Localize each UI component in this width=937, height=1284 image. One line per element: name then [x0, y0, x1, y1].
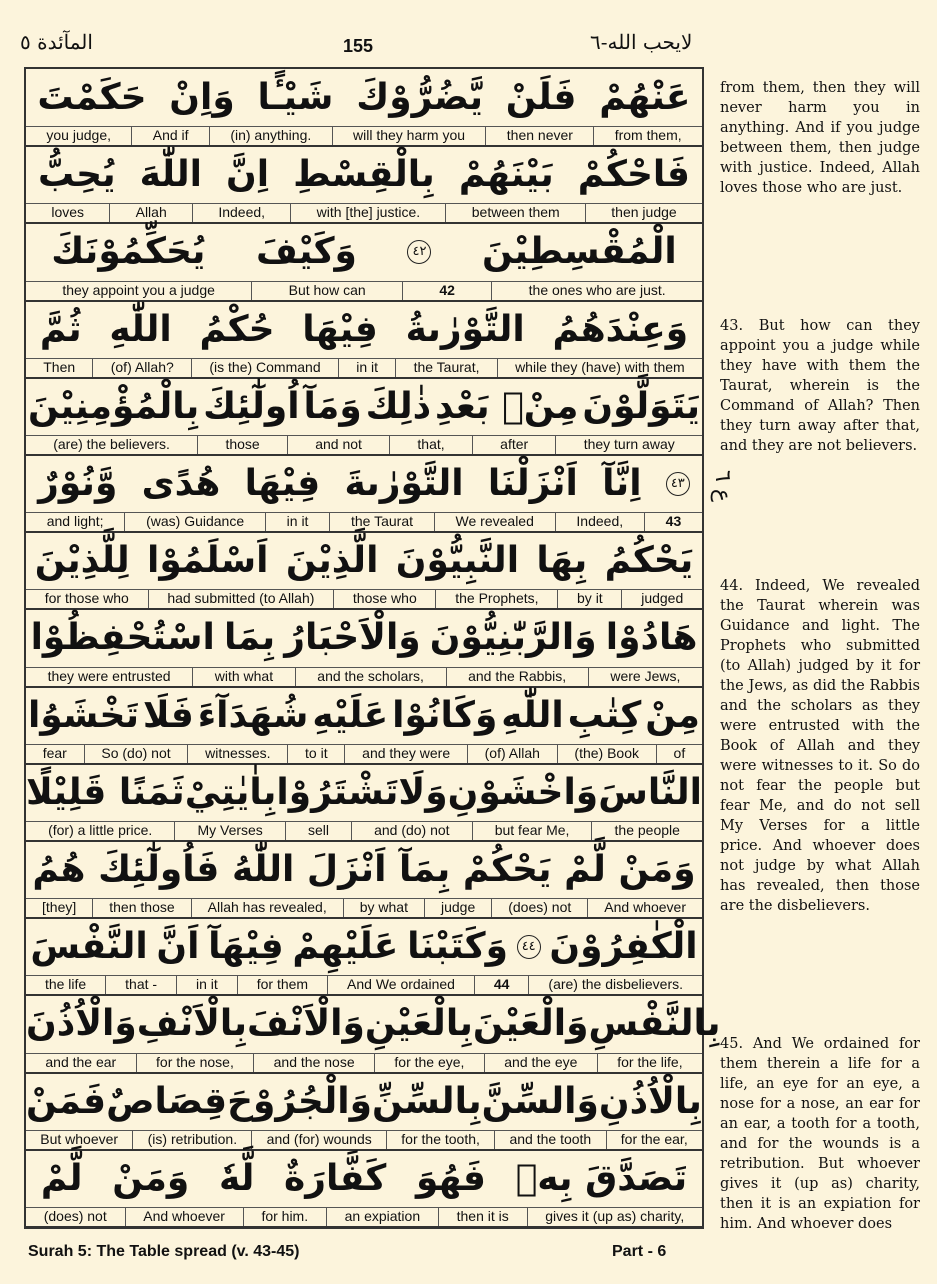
- arabic-line: [26, 841, 702, 899]
- arabic-word: فَاحْكُمْ: [577, 154, 690, 196]
- surah-name-arabic: المآئدة ٥: [20, 30, 93, 54]
- arabic-word: كَفَّارَةٌ: [284, 1157, 387, 1199]
- verse-number-marker: ٤٤: [517, 935, 541, 959]
- word-translation: (of) Allah: [467, 744, 557, 763]
- arabic-word: ذٰلِكَ: [365, 385, 432, 427]
- word-translation: the people: [591, 821, 702, 840]
- word-translation: in it: [176, 975, 237, 994]
- arabic-line: [26, 532, 702, 590]
- arabic-word: بِالْاَنْفِ: [136, 1003, 247, 1045]
- word-translation: with [the] justice.: [290, 203, 445, 222]
- word-translation: then those: [92, 898, 190, 917]
- arabic-word: وَمَآ: [303, 385, 362, 427]
- word-translation: then judge: [585, 203, 702, 222]
- arabic-word: وَالْعَيْنَ: [472, 1003, 589, 1045]
- arabic-word: فَمَنْ: [26, 1080, 107, 1122]
- arabic-line: [26, 609, 702, 667]
- arabic-word: وَالْجُرُوْحَ: [227, 1080, 373, 1122]
- arabic-word: بِهَا: [536, 540, 588, 582]
- verse-row: [26, 532, 702, 609]
- arabic-word: حُكْمُ: [199, 308, 275, 350]
- word-translation: by it: [557, 589, 621, 608]
- arabic-word: فِيْهَآ: [208, 926, 284, 968]
- translation-line: [26, 1207, 702, 1228]
- word-translation: judge: [424, 898, 491, 917]
- word-translation: for the tooth,: [386, 1130, 494, 1149]
- arabic-word: النَّبِيُّوْنَ: [395, 540, 520, 582]
- arabic-word: لَّمْ: [40, 1157, 83, 1199]
- word-translation: by what: [343, 898, 424, 917]
- arabic-word: وَالْاُذُنَ: [26, 1003, 137, 1045]
- arabic-line: [26, 69, 702, 127]
- arabic-word: يَتَوَلَّوْنَ: [582, 385, 700, 427]
- word-translation: And if: [131, 126, 209, 145]
- arabic-word: بِالسِّنِّ: [372, 1080, 482, 1122]
- word-translation: (is) retribution.: [132, 1130, 251, 1149]
- word-translation: But whoever: [40, 1130, 119, 1147]
- arabic-word: وَكَانُوْا: [392, 694, 498, 736]
- verse-row: [26, 764, 702, 841]
- word-translation: Indeed,: [192, 203, 290, 222]
- word-translation: for them: [237, 975, 327, 994]
- arabic-word: وَمَنْ: [618, 849, 696, 891]
- arabic-word: اِنَّ: [226, 154, 270, 196]
- arabic-word: يَحْكُمْ: [462, 849, 552, 891]
- arabic-line: [26, 223, 702, 281]
- verse-row: [26, 918, 702, 995]
- word-translation: of: [656, 744, 702, 763]
- translation-line: [26, 358, 702, 379]
- translation-line: [26, 589, 702, 610]
- arabic-word: ثَمَنًا قَلِيْلًا: [26, 771, 185, 813]
- arabic-word: الْمُقْسِطِيْنَ: [482, 231, 677, 273]
- arabic-word: اللّٰهِ: [501, 694, 564, 736]
- word-translation: (does) not: [43, 1207, 107, 1224]
- word-translation: (the) Book: [557, 744, 656, 763]
- word-translation: So (do) not: [84, 744, 188, 763]
- translation-line: [26, 203, 702, 224]
- word-translation: the ones who are just.: [491, 281, 702, 300]
- arabic-word: كِتٰبِ: [567, 694, 642, 736]
- arabic-word: فَلَا: [142, 694, 194, 736]
- word-translation: Allah has revealed,: [191, 898, 343, 917]
- arabic-word: لَّمْ: [564, 849, 606, 891]
- word-translation: those: [197, 435, 287, 454]
- verse-number: 42: [402, 281, 491, 300]
- arabic-word: الْكٰفِرُوْنَ: [549, 926, 698, 968]
- side-note-1: from them, then they will never harm you in anything. And if you judge between them, then judge with justice. Indeed, Allah loves those who are just.: [720, 80, 920, 196]
- word-translation: And whoever: [125, 1207, 243, 1226]
- translation-line: [26, 1130, 702, 1151]
- translation-line: [26, 281, 702, 302]
- arabic-word: النَّفْسَ: [30, 926, 148, 968]
- arabic-word: اِنَّآ: [602, 463, 642, 505]
- translation-line: [26, 898, 702, 919]
- side-note-2: 43. But how can they appoint you a judge while they have with them the Taurat, wherein is the Command of Allah? Then they turn away after that, and they are not believers.: [720, 318, 920, 454]
- word-translation: Indeed,: [555, 512, 644, 531]
- word-translation: for the life,: [597, 1053, 702, 1072]
- word-translation: the Prophets,: [435, 589, 557, 608]
- word-translation: for him.: [243, 1207, 326, 1226]
- word-translation: loves: [51, 204, 85, 221]
- arabic-word: اَنْزَلْنَا: [487, 463, 578, 505]
- translation-line: [26, 435, 702, 456]
- word-translation: the life: [44, 976, 87, 993]
- word-translation: had submitted (to Allah): [148, 589, 334, 608]
- arabic-word: وَعِنْدَهُمُ: [552, 308, 689, 350]
- word-translation: in it: [265, 512, 329, 531]
- arabic-word: وَكَيْفَ: [256, 231, 357, 273]
- arabic-word: فَهُوَ: [416, 1157, 486, 1199]
- arabic-word: هَادُوْا: [605, 617, 698, 659]
- arabic-word: وَلَا: [398, 771, 448, 813]
- arabic-word: وَمَنْ: [112, 1157, 190, 1199]
- footer-surah: Surah 5: The Table spread (v. 43-45): [28, 1243, 300, 1260]
- arabic-word: بِمَا: [223, 617, 276, 659]
- translation-line: [26, 1053, 702, 1074]
- word-translation: were Jews,: [588, 667, 702, 686]
- arabic-word: بِالْعَيْنِ: [364, 1003, 473, 1045]
- arabic-word: حَكَمْتَ: [37, 77, 147, 119]
- translation-line: [26, 744, 702, 765]
- word-translation: and (do) not: [351, 821, 472, 840]
- word-translation: (are) the disbelievers.: [528, 975, 702, 994]
- word-translation: and they were: [344, 744, 466, 763]
- arabic-word: وَاِنْ: [169, 77, 235, 119]
- arabic-word: وَالرَّبّٰنِيُّوْنَ: [429, 617, 597, 659]
- arabic-line: [26, 1073, 702, 1131]
- arabic-word: بِاٰيٰتِيْ: [184, 771, 277, 813]
- word-translation: that,: [389, 435, 472, 454]
- arabic-word: اَنْزَلَ اللّٰهُ: [232, 849, 387, 891]
- word-translation: the Taurat,: [395, 358, 496, 377]
- ruku-mark: ع ٦: [710, 470, 735, 502]
- word-translation: Allah: [109, 203, 192, 222]
- arabic-word: هُمُ: [32, 849, 86, 891]
- word-translation: and the nose: [253, 1053, 374, 1072]
- arabic-word: بِالْقِسْطِ: [293, 154, 435, 196]
- word-translation: judged: [621, 589, 702, 608]
- word-translation: and the scholars,: [295, 667, 446, 686]
- arabic-word: اُولٰٓئِكَ: [203, 385, 300, 427]
- arabic-word: بِمَآ: [399, 849, 451, 891]
- word-translation: (was) Guidance: [124, 512, 265, 531]
- word-translation: for the ear,: [606, 1130, 703, 1149]
- verse-row: [26, 223, 702, 300]
- word-translation: with what: [192, 667, 295, 686]
- verse-row: [26, 841, 702, 918]
- arabic-word: بِالنَّفْسِ: [588, 1003, 721, 1045]
- verse-row: [26, 995, 721, 1072]
- arabic-line: [26, 146, 702, 204]
- arabic-word: اللّٰهِ: [109, 308, 172, 350]
- word-translation: And whoever: [587, 898, 702, 917]
- word-translation: and the tooth: [494, 1130, 605, 1149]
- word-translation: (for) a little price.: [48, 821, 153, 838]
- arabic-word: شُهَدَآءَ: [197, 694, 309, 736]
- arabic-line: [26, 995, 721, 1053]
- word-translation: they were entrusted: [47, 667, 171, 684]
- verse-row: [26, 69, 702, 146]
- arabic-word: اسْتُحْفِظُوْا: [30, 617, 215, 659]
- verse-row: [26, 609, 702, 686]
- arabic-word: التَّوْرٰىةَ: [344, 463, 464, 505]
- word-translation: fear: [42, 744, 67, 761]
- arabic-word: تَصَدَّقَ بِهٖ: [515, 1157, 688, 1199]
- word-translation: We revealed: [434, 512, 555, 531]
- arabic-word: تَخْشَوُا: [27, 694, 139, 736]
- word-translation: (is the) Command: [191, 358, 338, 377]
- translation-line: [26, 667, 702, 688]
- translation-line: [26, 126, 702, 147]
- arabic-word: وَّنُوْرٌ: [38, 463, 118, 505]
- arabic-word: النَّاسَ: [598, 771, 702, 813]
- word-translation: for those who: [44, 590, 129, 607]
- arabic-word: عَنْهُمْ: [599, 77, 691, 119]
- arabic-word: فَاُولٰٓئِكَ: [98, 849, 220, 891]
- word-by-word-grid: [24, 67, 721, 1229]
- verse-row: [26, 687, 702, 764]
- arabic-word: وَالسِّنَّ: [481, 1080, 599, 1122]
- word-translation: But how can: [251, 281, 402, 300]
- arabic-line: [26, 378, 702, 436]
- side-note-3: 44. Indeed, We revealed the Taurat wherein was Guidance and light. The Prophets who submitted (to Allah) judged by it for the Jews, as did the Rabbis and the scholars as they were entrusted with the Book of Allah and they were witnesses to it. So do not fear the people but fear Me, and do not sell My Verses for a little price. And whoever does not judge by what Allah has revealed, then those are the disbelievers.: [720, 578, 920, 914]
- verse-row: [26, 1073, 702, 1150]
- word-translation: (does) not: [491, 898, 587, 917]
- word-translation: from them,: [593, 126, 702, 145]
- arabic-word: التَّوْرٰىةُ: [405, 308, 525, 350]
- verse-row: [26, 378, 702, 455]
- arabic-word: فِيْهَا: [302, 308, 378, 350]
- word-translation: you judge,: [46, 127, 111, 144]
- word-translation: between them: [445, 203, 585, 222]
- arabic-word: بَيْنَهُمْ: [458, 154, 554, 196]
- translation-line: [26, 975, 702, 996]
- word-translation: will they harm you: [332, 126, 486, 145]
- arabic-word: وَكَتَبْنَا: [407, 926, 508, 968]
- word-translation: (of) Allah?: [92, 358, 191, 377]
- arabic-word: ثُمَّ: [39, 308, 82, 350]
- word-translation: gives it (up as) charity,: [527, 1207, 703, 1226]
- arabic-word: فِيْهَا: [244, 463, 321, 505]
- arabic-word: وَاخْشَوْنِ: [447, 771, 599, 813]
- word-translation: and the ear: [45, 1053, 117, 1070]
- juz-name-arabic: لايحب الله-٦: [590, 30, 693, 54]
- word-translation: (in) anything.: [209, 126, 332, 145]
- verse-row: [26, 301, 702, 378]
- page-number: 155: [343, 36, 374, 56]
- word-translation: witnesses.: [187, 744, 287, 763]
- arabic-word: اَنَّ: [156, 926, 200, 968]
- translation-line: [26, 821, 702, 842]
- arabic-word: الَّذِيْنَ: [285, 540, 379, 582]
- arabic-word: اللّٰهَ: [139, 154, 203, 196]
- word-translation: an expiation: [326, 1207, 438, 1226]
- word-translation: (are) the believers.: [53, 435, 170, 452]
- arabic-word: تَشْتَرُوْا: [276, 771, 399, 813]
- word-translation: in it: [338, 358, 395, 377]
- word-translation: for the nose,: [136, 1053, 254, 1072]
- verse-row: [26, 1150, 702, 1227]
- arabic-word: اَسْلَمُوْا: [146, 540, 269, 582]
- arabic-word: يُحِبُّ: [38, 154, 116, 196]
- word-translation: Then: [43, 358, 76, 375]
- arabic-word: عَلَيْهِ: [312, 694, 389, 736]
- verse-number-marker: ٤٢: [407, 240, 431, 264]
- word-translation: the Taurat: [329, 512, 434, 531]
- word-translation: after: [472, 435, 556, 454]
- verse-number: 44: [474, 975, 529, 994]
- word-translation: to it: [287, 744, 344, 763]
- word-translation: and not: [287, 435, 389, 454]
- word-translation: while they (have) with them: [497, 358, 702, 377]
- arabic-word: قِصَاصٌ: [106, 1080, 228, 1122]
- arabic-word: يَّضُرُّوْكَ: [356, 77, 483, 119]
- arabic-line: [26, 918, 702, 976]
- word-translation: for the eye,: [374, 1053, 484, 1072]
- arabic-line: [26, 1150, 702, 1208]
- footer-part: Part - 6: [612, 1243, 667, 1260]
- arabic-word: يُحَكِّمُوْنَكَ: [51, 231, 206, 273]
- arabic-line: [26, 301, 702, 359]
- arabic-word: لِلَّذِيْنَ: [34, 540, 130, 582]
- arabic-word: مِنْ: [645, 694, 700, 736]
- word-translation: those who: [333, 589, 435, 608]
- verse-number: 43: [644, 512, 702, 531]
- verse-number-marker: ٤٣: [666, 472, 690, 496]
- word-translation: and (for) wounds: [251, 1130, 386, 1149]
- word-translation: sell: [285, 821, 351, 840]
- word-translation: then it is: [438, 1207, 527, 1226]
- word-translation: And We ordained: [327, 975, 474, 994]
- side-note-4: 45. And We ordained for them therein a life for a life, an eye for an eye, a nose for a nose, an ear for an ear, a tooth for a tooth, and for the wounds is a retribution. But whoever gives it (up as) charity, then it is an expiation for him. And whoever does: [720, 1036, 920, 1232]
- arabic-word: فَلَنْ: [505, 77, 577, 119]
- arabic-word: مِنْۢ بَعْدِ: [435, 385, 579, 427]
- arabic-line: [26, 687, 702, 745]
- word-translation: then never: [485, 126, 593, 145]
- word-translation: they turn away: [555, 435, 702, 454]
- verse-row: [26, 455, 702, 532]
- word-translation: and the Rabbis,: [446, 667, 588, 686]
- word-translation: My Verses: [174, 821, 284, 840]
- verse-row: [26, 146, 702, 223]
- arabic-word: وَالْاَنْفَ: [246, 1003, 365, 1045]
- word-translation: they appoint you a judge: [62, 281, 215, 298]
- arabic-word: يَحْكُمُ: [604, 540, 694, 582]
- word-translation: and light;: [46, 513, 104, 530]
- arabic-word: وَالْاَحْبَارُ: [284, 617, 421, 659]
- arabic-word: بِالْاُذُنِ: [598, 1080, 702, 1122]
- arabic-word: شَيْـًٔا: [257, 77, 334, 119]
- arabic-word: عَلَيْهِمْ: [292, 926, 399, 968]
- arabic-word: بِالْمُؤْمِنِيْنَ: [27, 385, 200, 427]
- word-translation: [they]: [42, 899, 77, 916]
- arabic-word: هُدًى: [141, 463, 221, 505]
- arabic-line: [26, 764, 702, 822]
- translation-line: [26, 512, 702, 533]
- word-translation: and the eye: [484, 1053, 597, 1072]
- word-translation: but fear Me,: [472, 821, 592, 840]
- word-translation: that -: [105, 975, 176, 994]
- arabic-word: لَّهٗ: [218, 1157, 255, 1199]
- arabic-line: [26, 455, 702, 513]
